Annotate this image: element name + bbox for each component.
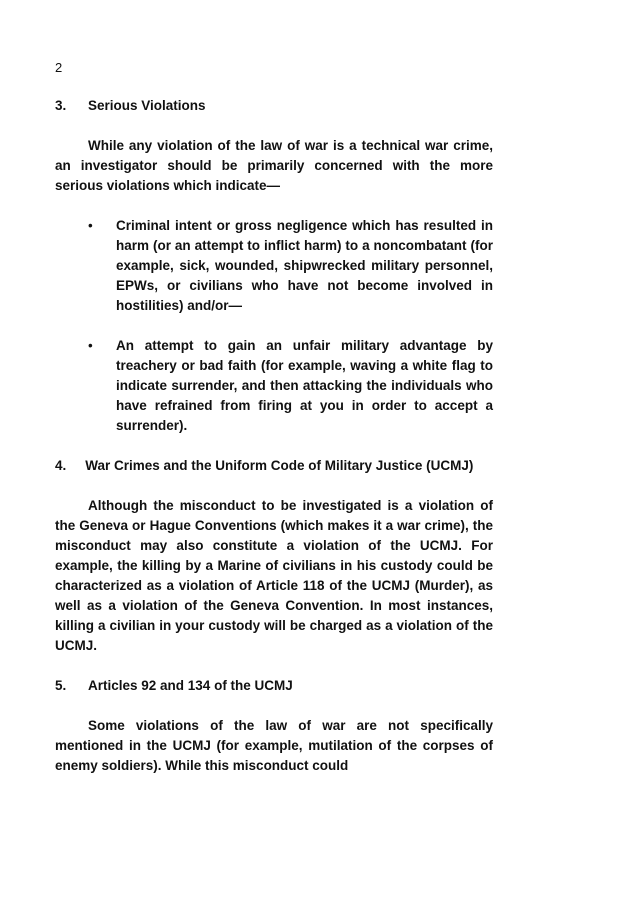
section-5-body: Some violations of the law of war are not specifically mentioned in the UCMJ (for example, mutilation of the corpses of enemy soldiers). While this misconduct could (55, 718, 493, 773)
section-3-title: Serious Violations (88, 98, 206, 113)
page-number: 2 (55, 60, 63, 75)
bullet-icon: • (88, 338, 93, 353)
bullet-icon: • (88, 218, 93, 233)
section-5-heading (55, 676, 493, 696)
section-3-intro: While any violation of the law of war is a technical war crime, an investigator should be primarily concerned with the more serious violations which indicate— (55, 138, 493, 193)
bullet-2-text: An attempt to gain an unfair military advantage by treachery or bad faith (for example, waving a white flag to indicate surrender, and then attacking the individuals who have refrained from firing at you in order to accept a surrender). (116, 338, 493, 433)
section-4-body: Although the misconduct to be investigated is a violation of the Geneva or Hague Conventions (which makes it a war crime), the misconduct may also constitute a violation of the UCMJ. For example, the killing by a Marine of civilians in his custody could be characterized as a violation of Article 118 of the UCMJ (Murder), as well as a violation of the Geneva Convention. In most instances, killing a civilian in your custody will be charged as a violation of the UCMJ. (55, 498, 493, 653)
section-3-heading (55, 96, 493, 116)
section-3-bullet-2 (88, 336, 493, 436)
section-3-bullet-1 (88, 216, 493, 316)
section-5-number: 5. (55, 678, 67, 693)
section-4-heading (55, 456, 493, 476)
bullet-1-text: Criminal intent or gross negligence which has resulted in harm (or an attempt to inflict harm) to a noncombatant (for example, sick, wounded, shipwrecked military personnel, EPWs, or civilians who have not become involved in hostilities) and/or— (116, 218, 493, 313)
document-page (55, 50, 493, 776)
section-3-number: 3. (55, 98, 67, 113)
section-4-number: 4. (55, 458, 67, 473)
section-5-title: Articles 92 and 134 of the UCMJ (88, 678, 293, 693)
section-4-title: War Crimes and the Uniform Code of Military Justice (UCMJ) (85, 458, 474, 473)
